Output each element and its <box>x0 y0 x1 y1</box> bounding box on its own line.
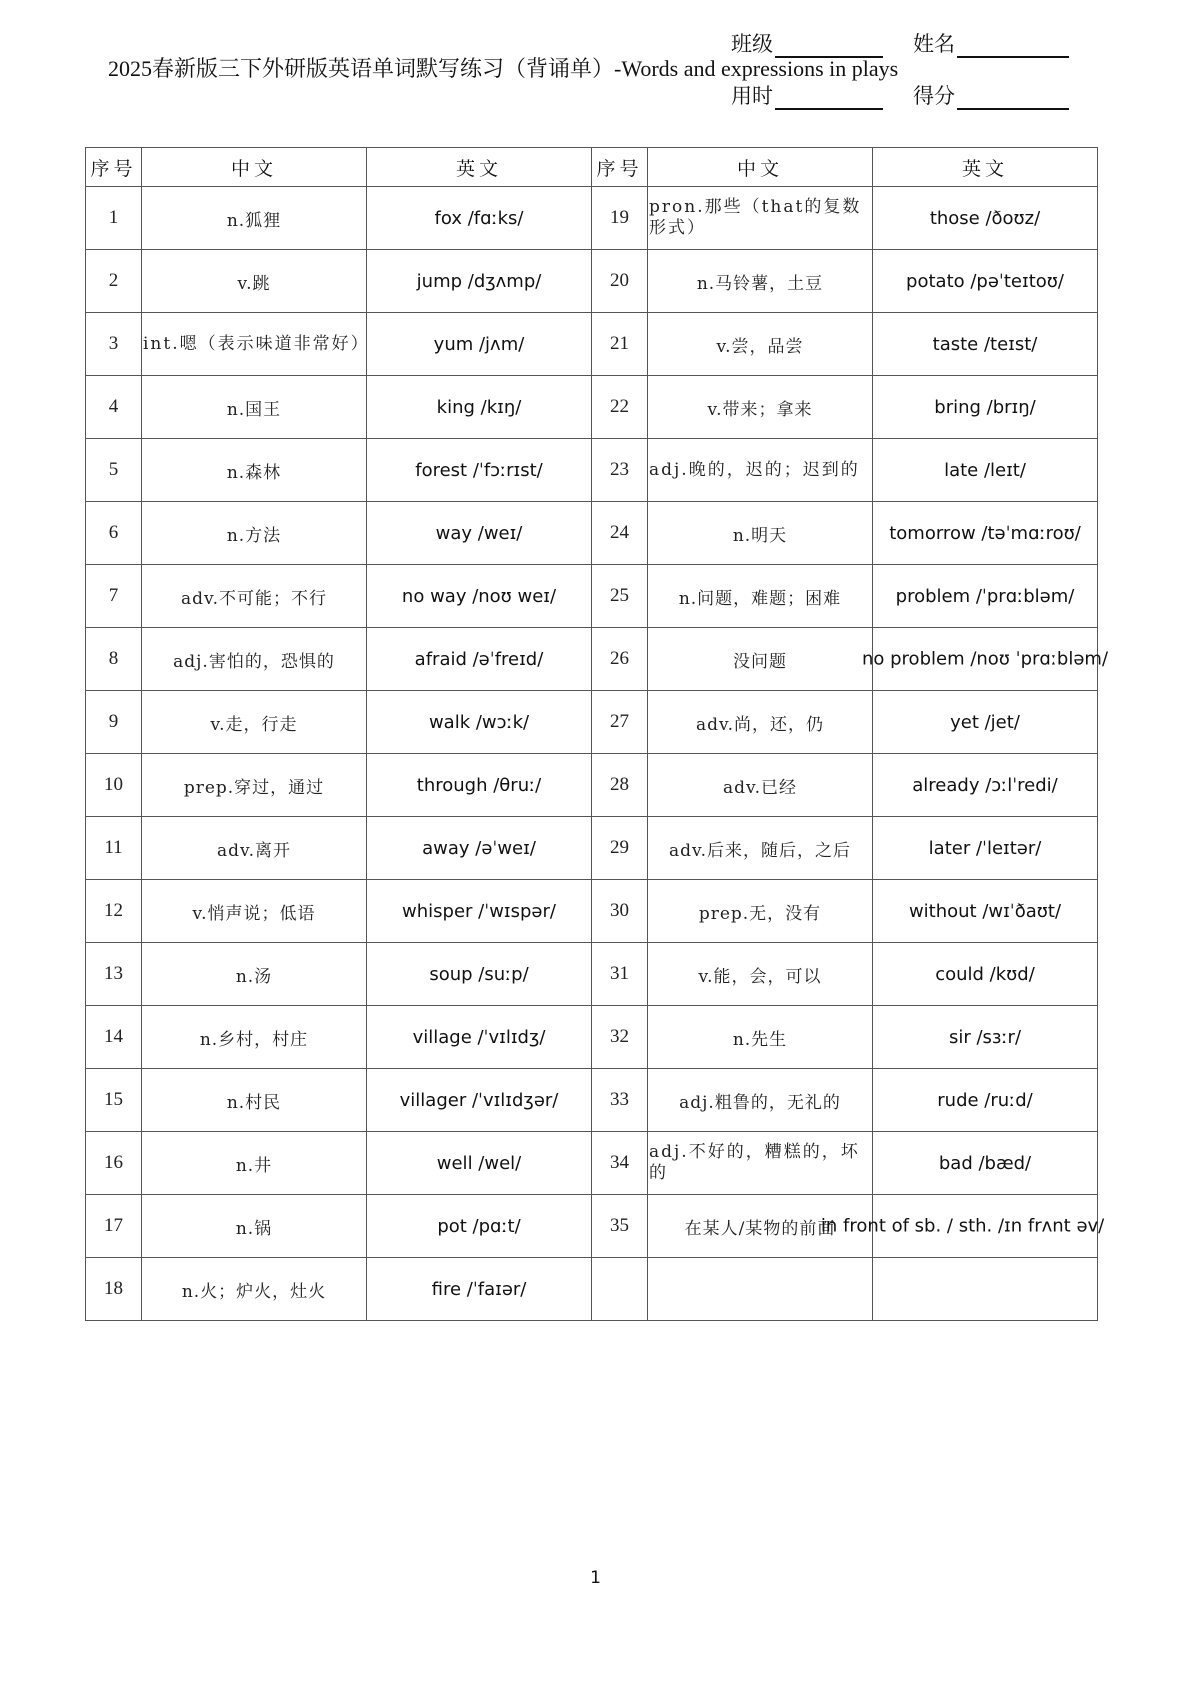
english-word: problem /ˈprɑːbləm/ <box>873 565 1098 628</box>
english-word: soup /suːp/ <box>367 943 592 1006</box>
english-word-text: in front of sb. / sth. /ɪn frʌnt əv/ <box>820 1215 1105 1237</box>
word-number: 24 <box>592 502 648 565</box>
word-number: 10 <box>86 754 142 817</box>
word-table <box>85 147 1109 1321</box>
chinese-meaning: n.村民 <box>142 1069 367 1132</box>
chinese-meaning: n.乡村，村庄 <box>142 1006 367 1069</box>
chinese-meaning: adv.已经 <box>648 754 873 817</box>
word-number: 2 <box>86 250 142 313</box>
word-number: 26 <box>592 628 648 691</box>
chinese-meaning: n.锅 <box>142 1195 367 1258</box>
word-number: 20 <box>592 250 648 313</box>
english-word: away /əˈweɪ/ <box>367 817 592 880</box>
word-number: 13 <box>86 943 142 1006</box>
chinese-meaning <box>648 1258 873 1321</box>
word-number: 27 <box>592 691 648 754</box>
english-word: walk /wɔːk/ <box>367 691 592 754</box>
chinese-meaning: int.嗯（表示味道非常好） <box>142 313 367 376</box>
name-label: 姓名 <box>913 32 955 56</box>
english-word: jump /dʒʌmp/ <box>367 250 592 313</box>
table-row <box>86 376 1098 439</box>
word-number: 19 <box>592 187 648 250</box>
english-word: afraid /əˈfreɪd/ <box>367 628 592 691</box>
chinese-meaning: prep.穿过，通过 <box>142 754 367 817</box>
chinese-meaning: adv.后来，随后，之后 <box>648 817 873 880</box>
word-number: 33 <box>592 1069 648 1132</box>
word-number: 22 <box>592 376 648 439</box>
col-header-english: 英文 <box>367 148 592 187</box>
chinese-meaning: adj.害怕的，恐惧的 <box>142 628 367 691</box>
word-number: 9 <box>86 691 142 754</box>
score-label: 得分 <box>913 84 955 108</box>
word-number: 17 <box>86 1195 142 1258</box>
table-row <box>86 817 1098 880</box>
document-title: 2025春新版三下外研版英语单词默写练习（背诵单）-Words and expressions in plays <box>108 56 899 81</box>
word-number: 32 <box>592 1006 648 1069</box>
word-number: 12 <box>86 880 142 943</box>
english-word: late /leɪt/ <box>873 439 1098 502</box>
class-blank[interactable] <box>775 34 883 58</box>
english-word: bring /brɪŋ/ <box>873 376 1098 439</box>
word-number: 23 <box>592 439 648 502</box>
english-word: through /θruː/ <box>367 754 592 817</box>
table-row <box>86 1132 1098 1195</box>
table-row <box>86 439 1098 502</box>
english-word: no way /noʊ weɪ/ <box>367 565 592 628</box>
english-word: potato /pəˈteɪtoʊ/ <box>873 250 1098 313</box>
table-row <box>86 691 1098 754</box>
chinese-meaning: n.问题，难题；困难 <box>648 565 873 628</box>
english-word <box>861 628 1109 691</box>
english-word <box>820 1195 1105 1258</box>
col-header-number: 序号 <box>86 148 142 187</box>
chinese-meaning: n.明天 <box>648 502 873 565</box>
table-row <box>86 1069 1098 1132</box>
table-row <box>86 1258 1098 1321</box>
english-word: bad /bæd/ <box>873 1132 1098 1195</box>
chinese-meaning: adj.不好的，糟糕的，坏的 <box>648 1132 873 1195</box>
word-number: 15 <box>86 1069 142 1132</box>
word-number: 30 <box>592 880 648 943</box>
col-header-english: 英文 <box>873 148 1098 187</box>
word-number: 21 <box>592 313 648 376</box>
word-number: 16 <box>86 1132 142 1195</box>
score-field[interactable] <box>913 80 1069 110</box>
chinese-meaning: adj.晚的，迟的；迟到的 <box>648 439 873 502</box>
english-word: those /ðoʊz/ <box>873 187 1098 250</box>
english-word: yet /jet/ <box>873 691 1098 754</box>
word-number: 4 <box>86 376 142 439</box>
english-word: already /ɔːlˈredi/ <box>873 754 1098 817</box>
table-row <box>86 565 1098 628</box>
chinese-meaning: n.方法 <box>142 502 367 565</box>
col-header-number: 序号 <box>592 148 648 187</box>
table-row <box>86 880 1098 943</box>
word-number: 14 <box>86 1006 142 1069</box>
word-number: 11 <box>86 817 142 880</box>
word-number: 28 <box>592 754 648 817</box>
chinese-meaning: adj.粗鲁的，无礼的 <box>648 1069 873 1132</box>
score-blank[interactable] <box>957 86 1069 110</box>
english-word: well /wel/ <box>367 1132 592 1195</box>
table-row <box>86 1195 1098 1258</box>
chinese-meaning: v.尝，品尝 <box>648 313 873 376</box>
chinese-meaning: v.走，行走 <box>142 691 367 754</box>
english-word: taste /teɪst/ <box>873 313 1098 376</box>
word-number: 7 <box>86 565 142 628</box>
word-number: 6 <box>86 502 142 565</box>
chinese-meaning: n.狐狸 <box>142 187 367 250</box>
class-label: 班级 <box>731 32 773 56</box>
word-number: 34 <box>592 1132 648 1195</box>
word-number: 35 <box>592 1195 648 1258</box>
chinese-meaning: v.能，会，可以 <box>648 943 873 1006</box>
english-word: tomorrow /təˈmɑːroʊ/ <box>873 502 1098 565</box>
chinese-meaning: pron.那些（that的复数形式） <box>648 187 873 250</box>
word-number: 5 <box>86 439 142 502</box>
word-number <box>592 1258 648 1321</box>
chinese-meaning: n.先生 <box>648 1006 873 1069</box>
english-word: villager /ˈvɪlɪdʒər/ <box>367 1069 592 1132</box>
page-number: 1 <box>590 1568 601 1588</box>
chinese-meaning: v.跳 <box>142 250 367 313</box>
chinese-meaning: prep.无，没有 <box>648 880 873 943</box>
chinese-meaning: adv.不可能；不行 <box>142 565 367 628</box>
chinese-meaning: 没问题 <box>648 628 873 691</box>
english-word: rude /ruːd/ <box>873 1069 1098 1132</box>
english-word: later /ˈleɪtər/ <box>873 817 1098 880</box>
chinese-meaning: n.井 <box>142 1132 367 1195</box>
table-row <box>86 754 1098 817</box>
chinese-meaning: adv.尚，还，仍 <box>648 691 873 754</box>
word-number: 1 <box>86 187 142 250</box>
chinese-meaning: n.马铃薯，土豆 <box>648 250 873 313</box>
word-number: 3 <box>86 313 142 376</box>
english-word: fox /fɑːks/ <box>367 187 592 250</box>
chinese-meaning: 在某人/某物的前面 <box>648 1195 873 1258</box>
english-word: fire /ˈfaɪər/ <box>367 1258 592 1321</box>
table-row <box>86 943 1098 1006</box>
english-word: without /wɪˈðaʊt/ <box>873 880 1098 943</box>
time-field[interactable] <box>731 80 883 110</box>
english-word <box>873 1258 1098 1321</box>
word-number: 25 <box>592 565 648 628</box>
english-word: way /weɪ/ <box>367 502 592 565</box>
class-field[interactable] <box>731 28 883 58</box>
table-row <box>86 502 1098 565</box>
time-label: 用时 <box>731 84 773 108</box>
chinese-meaning: n.森林 <box>142 439 367 502</box>
table-header-row <box>86 148 1098 187</box>
chinese-meaning: adv.离开 <box>142 817 367 880</box>
chinese-meaning: n.国王 <box>142 376 367 439</box>
name-field[interactable] <box>913 28 1069 58</box>
time-blank[interactable] <box>775 86 883 110</box>
english-word: village /ˈvɪlɪdʒ/ <box>367 1006 592 1069</box>
table-row <box>86 313 1098 376</box>
english-word: forest /ˈfɔːrɪst/ <box>367 439 592 502</box>
chinese-meaning: n.火；炉火，灶火 <box>142 1258 367 1321</box>
name-blank[interactable] <box>957 34 1069 58</box>
table-row <box>86 250 1098 313</box>
english-word: king /kɪŋ/ <box>367 376 592 439</box>
english-word: pot /pɑːt/ <box>367 1195 592 1258</box>
word-number: 29 <box>592 817 648 880</box>
table-row <box>86 628 1098 691</box>
english-word: sir /sɜːr/ <box>873 1006 1098 1069</box>
chinese-meaning: n.汤 <box>142 943 367 1006</box>
english-word: could /kʊd/ <box>873 943 1098 1006</box>
col-header-chinese: 中文 <box>142 148 367 187</box>
word-number: 8 <box>86 628 142 691</box>
english-word: yum /jʌm/ <box>367 313 592 376</box>
word-number: 18 <box>86 1258 142 1321</box>
english-word: whisper /ˈwɪspər/ <box>367 880 592 943</box>
table-row <box>86 1006 1098 1069</box>
table-row <box>86 187 1098 250</box>
english-word-text: no problem /noʊ ˈprɑːbləm/ <box>861 648 1109 670</box>
col-header-chinese: 中文 <box>648 148 873 187</box>
chinese-meaning: v.带来；拿来 <box>648 376 873 439</box>
chinese-meaning: v.悄声说；低语 <box>142 880 367 943</box>
word-number: 31 <box>592 943 648 1006</box>
